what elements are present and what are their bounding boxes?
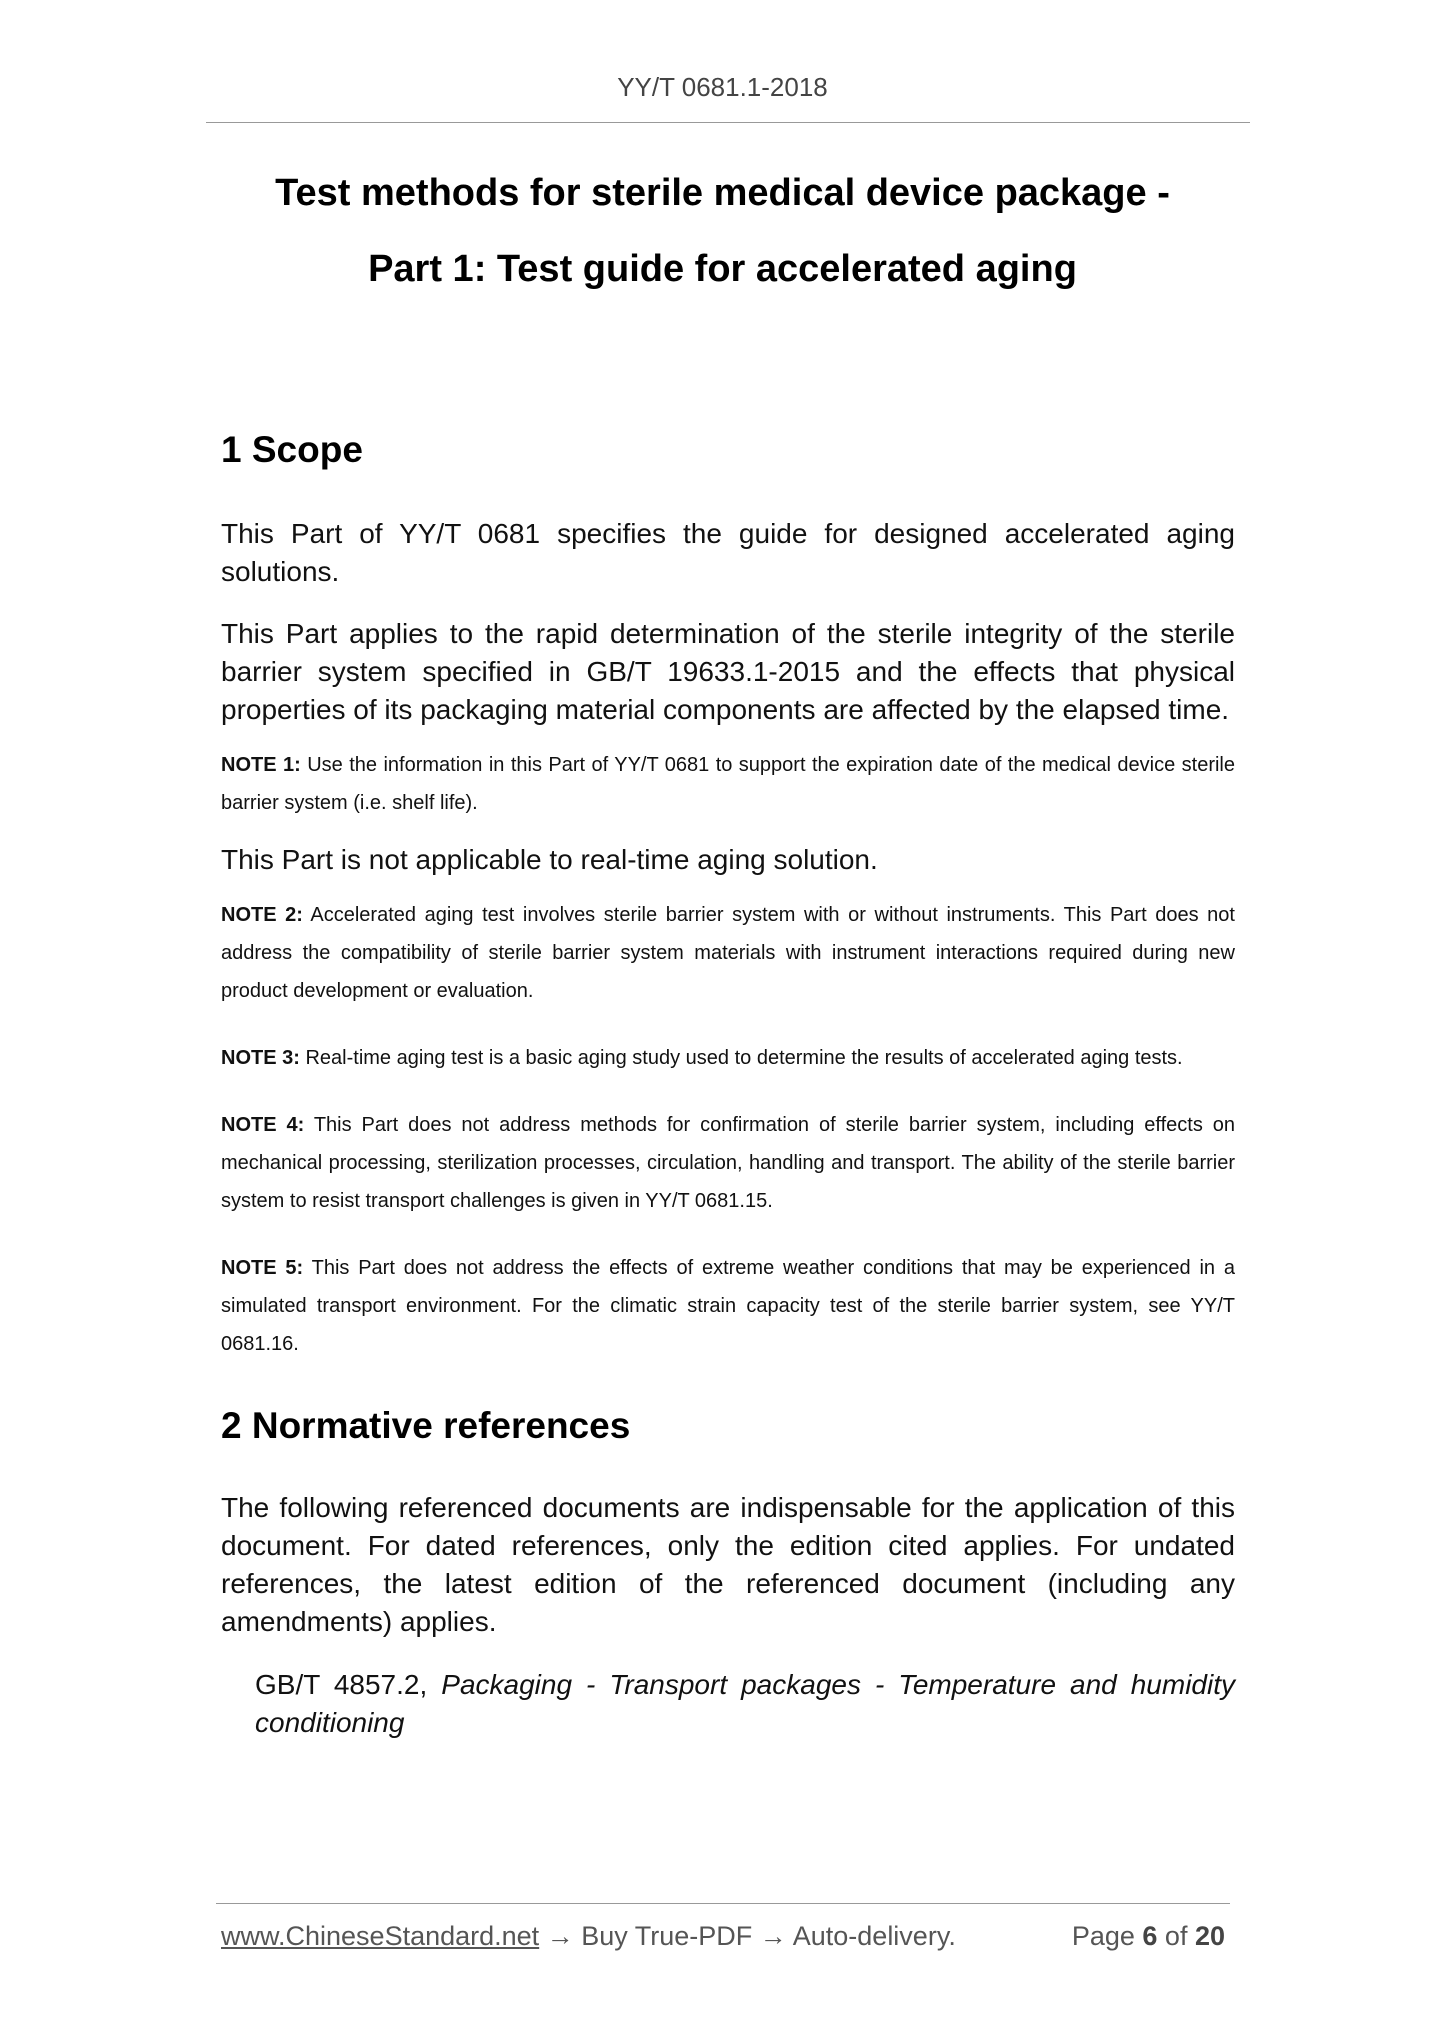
note-4-text: This Part does not address methods for confirmation of sterile barrier system, including effects on mechanical processing, sterilization processes, circulation, handling and transport. The ability of the sterile barrier system to resist transport challenges is given in YY/T 0681.15. <box>221 1114 1235 1213</box>
note-5-text: This Part does not address the effects of extreme weather conditions that may be experienced in a simulated transport environment. For the climatic strain capacity test of the sterile barrier system, see YY/T 0681.16. <box>221 1257 1235 1356</box>
note-3-label: NOTE 3: <box>221 1047 300 1070</box>
footer-promo-text: → Buy True-PDF → Auto-delivery. <box>539 1921 956 1951</box>
reference-code: GB/T 4857.2, <box>255 1668 442 1700</box>
note-3 <box>221 1039 1235 1077</box>
chinesestandard-link[interactable]: www.ChineseStandard.net <box>221 1921 540 1951</box>
footer-promo <box>221 1921 956 1952</box>
reference-item <box>255 1666 1235 1742</box>
page-indicator <box>1072 1921 1225 1952</box>
doc-title-line2: Part 1: Test guide for accelerated aging <box>368 248 1077 290</box>
scope-paragraph-3: This Part is not applicable to real-time aging solution. <box>221 844 878 876</box>
scope-paragraph-1: This Part of YY/T 0681 specifies the guide for designed accelerated aging solutions. <box>221 518 1235 588</box>
page-of: of <box>1157 1921 1195 1951</box>
section-heading-normative-references: 2 Normative references <box>221 1405 631 1447</box>
page-label: Page <box>1071 1921 1143 1951</box>
scope-paragraph-2: This Part applies to the rapid determination of the sterile integrity of the sterile barrier system specified in GB/T 19633.1-2015 and the effects that physical properties of its packaging material components are affected by the elapsed time. <box>221 618 1235 726</box>
note-4 <box>221 1106 1235 1220</box>
note-1 <box>221 746 1235 822</box>
note-5 <box>221 1249 1235 1363</box>
header-divider <box>206 122 1250 123</box>
normative-paragraph-1: The following referenced documents are indispensable for the application of this document. For dated references, only the edition cited applies. For undated references, the latest edition of the referenced document (including any amendments) applies. <box>221 1491 1235 1637</box>
doc-title-line1: Test methods for sterile medical device package - <box>275 172 1170 214</box>
page-total: 20 <box>1194 1921 1225 1951</box>
footer-divider <box>216 1903 1230 1904</box>
page-current: 6 <box>1142 1921 1158 1951</box>
note-1-label: NOTE 1: <box>221 754 301 777</box>
note-2-text: Accelerated aging test involves sterile barrier system with or without instruments. This Part does not address the compatibility of sterile barrier system materials with instrument interactions required during new product development or evaluation. <box>221 904 1235 1003</box>
note-5-label: NOTE 5: <box>221 1257 304 1280</box>
note-3-text: Real-time aging test is a basic aging study used to determine the results of accelerated aging tests. <box>299 1047 1183 1070</box>
section-heading-scope: 1 Scope <box>221 429 363 470</box>
note-1-text: Use the information in this Part of YY/T 0681 to support the expiration date of the medical device sterile barrier system (i.e. shelf life). <box>221 754 1235 815</box>
document-body <box>221 428 1235 1742</box>
note-2-label: NOTE 2: <box>221 904 303 927</box>
note-4-label: NOTE 4: <box>221 1114 305 1137</box>
reference-title: Packaging - Transport packages - Temperature and humidity conditioning <box>255 1668 1235 1738</box>
note-2 <box>221 896 1235 1010</box>
header-doc-code: YY/T 0681.1-2018 <box>617 72 828 102</box>
